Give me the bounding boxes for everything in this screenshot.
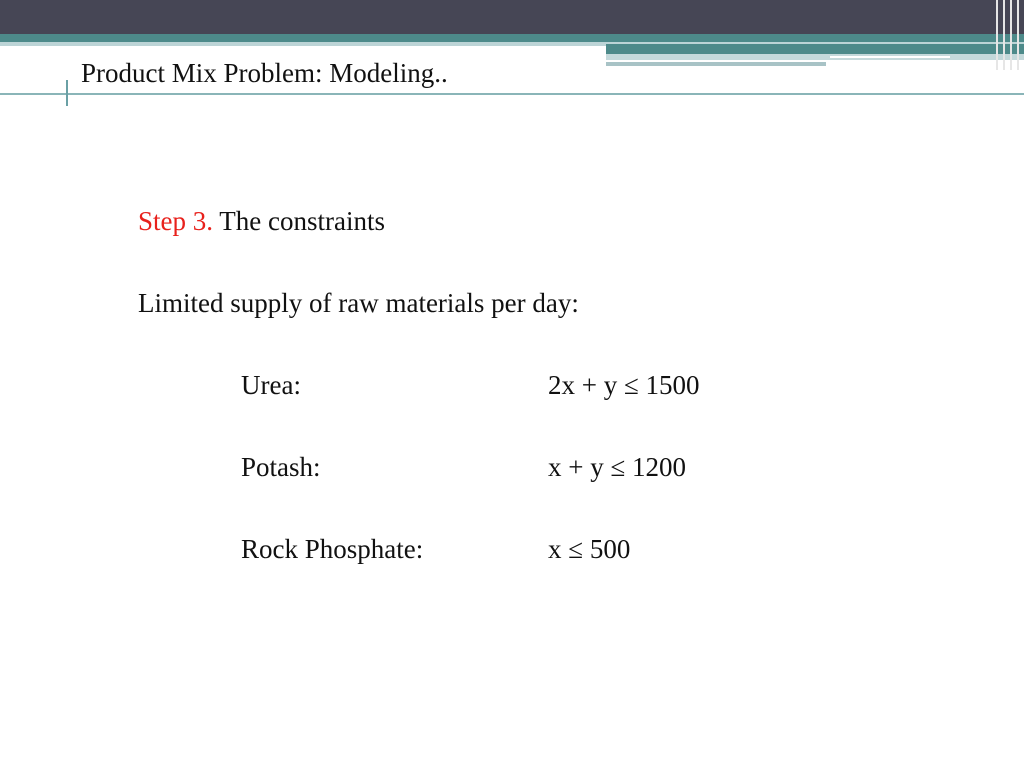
- header-right-line: [830, 56, 950, 58]
- constraint-name: Potash:: [241, 452, 321, 482]
- header-stripe: [1003, 0, 1005, 70]
- constraint-name: Urea:: [241, 370, 301, 400]
- step-text: The constraints: [219, 206, 385, 236]
- intro-text: Limited supply of raw materials per day:: [138, 288, 579, 318]
- constraint-expression: x + y ≤ 1200: [548, 452, 687, 482]
- header-stripe: [996, 0, 998, 70]
- constraint-expression: x ≤ 500: [548, 534, 631, 564]
- title-underline: [0, 93, 1024, 95]
- header-right-thin-band: [606, 62, 826, 66]
- slide-title: Product Mix Problem: Modeling..: [81, 58, 448, 88]
- step-heading: [138, 204, 385, 238]
- title-tick: [66, 80, 68, 106]
- step-number: Step 3.: [138, 206, 214, 236]
- constraint-name: Rock Phosphate:: [241, 534, 424, 564]
- header-right-light-band: [606, 54, 1024, 60]
- constraint-expression: 2x + y ≤ 1500: [548, 370, 700, 400]
- header-stripe: [1017, 0, 1019, 70]
- header-right-band: [606, 44, 1024, 54]
- header-bar: [0, 0, 1024, 34]
- header-teal-band: [0, 34, 1024, 42]
- header-stripe: [1010, 0, 1012, 70]
